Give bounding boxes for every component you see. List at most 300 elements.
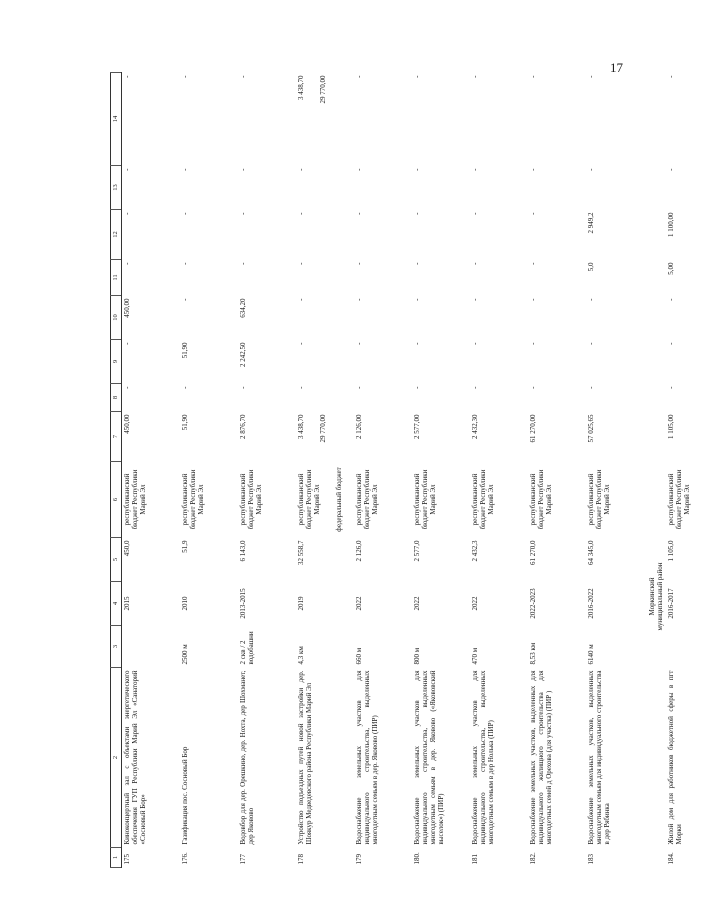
cell-c8: - (666, 386, 675, 389)
cell-col-8 (296, 384, 354, 412)
cell-col-2 (122, 668, 180, 848)
cell-col-11 (354, 260, 412, 296)
cell-col-13 (296, 166, 354, 210)
cell-c3: 8,53 км (528, 642, 537, 665)
cell-col-14 (296, 73, 354, 166)
cell-c11: - (354, 262, 363, 265)
cell-col-5 (586, 538, 644, 582)
cell-c14: - (180, 75, 189, 78)
cell-col-8 (122, 384, 180, 412)
cell-c8: - (296, 386, 305, 389)
cell-col-5 (180, 538, 238, 582)
cell-col-9 (586, 340, 644, 384)
cell-c3: 2 скв / 2 водобашни (238, 631, 255, 665)
cell-col-14 (666, 73, 724, 166)
cell-col-2 (180, 668, 238, 848)
cell-col-11 (238, 260, 296, 296)
cell-col-2 (470, 668, 528, 848)
cell-col-13 (180, 166, 238, 210)
cell-col-5 (412, 538, 470, 582)
cell-col-7 (238, 412, 296, 462)
cell-c5: 51,9 (180, 540, 189, 553)
cell-col-9 (180, 340, 238, 384)
cell-col-4 (238, 582, 296, 626)
cell-c8: - (528, 386, 537, 389)
cell-col-6 (180, 462, 238, 538)
cell-name: Водовбор для дер. Орешкино, дер. Нохта, дер Шохманет, дер Яковово (238, 670, 255, 845)
column-number-row (111, 73, 122, 868)
cell-col-10 (354, 296, 412, 340)
page-number: 17 (610, 60, 623, 75)
cell-col-11 (122, 260, 180, 296)
cell-c9: - (412, 342, 421, 345)
cell-col-14 (528, 73, 586, 166)
column-header-5: 5 (111, 538, 122, 582)
cell-c8: - (123, 386, 131, 389)
cell-c12: - (412, 212, 421, 215)
cell-col-5 (354, 538, 412, 582)
cell-col-13 (122, 166, 180, 210)
cell-col-10 (122, 296, 180, 340)
column-header-4: 4 (111, 582, 122, 626)
column-header-12: 12 (111, 210, 122, 260)
cell-col-11 (528, 260, 586, 296)
cell-c6: республиканский бюджет Республики Марий Эл (238, 469, 263, 530)
cell-col-11 (586, 260, 644, 296)
cell-col-13 (470, 166, 528, 210)
cell-col-6 (354, 462, 412, 538)
cell-col-4 (528, 582, 586, 626)
cell-col-13 (586, 166, 644, 210)
investment-table (110, 72, 724, 868)
cell-c8: - (180, 386, 189, 389)
cell-c6: республиканский бюджет Республики Марий Эл (586, 469, 611, 530)
cell-c9: - (666, 342, 675, 345)
cell-c7-second: 29 770,00 (318, 414, 327, 443)
cell-c9: - (470, 342, 479, 345)
table-row (528, 73, 586, 868)
cell-col-11 (470, 260, 528, 296)
table-row (470, 73, 528, 868)
cell-num: 182. (528, 852, 537, 865)
cell-num: 184. (666, 852, 675, 865)
cell-c10: - (354, 298, 363, 301)
cell-col-10 (470, 296, 528, 340)
cell-col-12 (666, 210, 724, 260)
cell-c4: 2016-2022 (586, 588, 595, 619)
cell-c13: - (528, 168, 537, 171)
cell-c5: 1 105,0 (666, 540, 675, 562)
cell-c6: республиканский бюджет Республики Марий Эл (666, 469, 691, 530)
cell-col-2 (354, 668, 412, 848)
cell-c5: 2 577,0 (412, 540, 421, 562)
cell-col-1 (354, 848, 412, 868)
column-header-10: 10 (111, 296, 122, 340)
cell-c10: - (296, 298, 305, 301)
cell-c9: - (123, 342, 131, 345)
cell-c7: 2 577,00 (412, 414, 421, 439)
cell-col-4 (666, 582, 724, 626)
cell-c10: - (528, 298, 537, 301)
cell-col-3 (354, 626, 412, 668)
cell-c11: - (180, 262, 189, 265)
cell-c9: - (586, 342, 595, 345)
cell-col-5 (666, 538, 724, 582)
cell-name: Жилой дом для работников бюджетной сферы в пгт Морки (666, 670, 683, 845)
cell-num: 176. (180, 852, 189, 865)
table-row (122, 73, 180, 868)
column-header-8: 8 (111, 384, 122, 412)
cell-col-13 (528, 166, 586, 210)
cell-c12: 1 100,00 (666, 212, 675, 237)
table-row (180, 73, 238, 868)
cell-col-4 (586, 582, 644, 626)
cell-col-14 (180, 73, 238, 166)
cell-c8: - (354, 386, 363, 389)
cell-col-12 (180, 210, 238, 260)
cell-name: Водоснабжение земельных участков для индивидуального строительства, выделенных многодетным семьям в дер. Яковово («Якововский выселок») (ПИР) (412, 670, 445, 845)
cell-col-7 (586, 412, 644, 462)
cell-name: Водоснабжение земельных участков для индивидуального строительства, выделенных многодетным семьям в дер Нолька (ПИР) (470, 670, 495, 845)
cell-c10: 634,20 (238, 298, 247, 318)
cell-col-2 (238, 668, 296, 848)
cell-c13: - (238, 168, 247, 171)
cell-col-2 (412, 668, 470, 848)
cell-c11: - (412, 262, 421, 265)
cell-c7: 1 105,00 (666, 414, 675, 439)
cell-col-7 (470, 412, 528, 462)
cell-c14: - (354, 75, 363, 78)
cell-col-4 (296, 582, 354, 626)
column-header-14: 14 (111, 73, 122, 166)
column-header-1: 1 (111, 848, 122, 868)
table-row (666, 73, 724, 868)
cell-c7: 2 876,70 (238, 414, 247, 439)
cell-c13: - (586, 168, 595, 171)
cell-col-7 (666, 412, 724, 462)
cell-col-6 (528, 462, 586, 538)
cell-col-1 (528, 848, 586, 868)
cell-c4: 2022 (412, 596, 421, 611)
column-header-2: 2 (111, 668, 122, 848)
cell-col-11 (666, 260, 724, 296)
cell-c14: 3 438,70 (296, 75, 305, 100)
cell-c5: 2 432,3 (470, 540, 479, 562)
cell-c12: - (180, 212, 189, 215)
cell-col-14 (354, 73, 412, 166)
cell-c7: 51,90 (180, 414, 189, 431)
cell-col-12 (354, 210, 412, 260)
cell-col-4 (412, 582, 470, 626)
column-header-13: 13 (111, 166, 122, 210)
cell-c11: - (528, 262, 537, 265)
cell-c3: 2500 м (180, 644, 189, 665)
cell-c9: 51,90 (180, 342, 189, 359)
cell-c7: 3 438,70 (296, 414, 305, 439)
cell-col-9 (470, 340, 528, 384)
cell-col-10 (528, 296, 586, 340)
cell-col-10 (296, 296, 354, 340)
cell-c7: 61 270,00 (528, 414, 537, 443)
cell-c6: республиканский бюджет Республики Марий Эл (123, 469, 147, 530)
cell-col-8 (586, 384, 644, 412)
column-header-9: 9 (111, 340, 122, 384)
cell-c4: 2022 (354, 596, 363, 611)
cell-c4: 2016-2017 (666, 588, 675, 619)
cell-col-4 (180, 582, 238, 626)
cell-c12: 2 949,2 (586, 212, 595, 234)
cell-col-11 (296, 260, 354, 296)
cell-c3: 4,3 км (296, 646, 305, 665)
cell-c13: - (412, 168, 421, 171)
cell-col-10 (180, 296, 238, 340)
cell-c9: 2 242,50 (238, 342, 247, 367)
cell-c11: - (123, 262, 131, 265)
cell-c13: - (180, 168, 189, 171)
cell-col-6 (296, 462, 354, 538)
cell-col-12 (296, 210, 354, 260)
cell-col-12 (528, 210, 586, 260)
cell-c6: республиканский бюджет Республики Марий Эл (180, 469, 205, 530)
cell-col-1 (122, 848, 180, 868)
cell-num: 181 (470, 854, 479, 865)
cell-col-8 (180, 384, 238, 412)
cell-col-10 (586, 296, 644, 340)
cell-c8: - (238, 386, 247, 389)
cell-c13: - (123, 168, 131, 171)
cell-c8: - (586, 386, 595, 389)
cell-c11: - (470, 262, 479, 265)
cell-c9: - (528, 342, 537, 345)
cell-col-5 (122, 538, 180, 582)
cell-col-9 (666, 340, 724, 384)
cell-num: 180. (412, 852, 421, 865)
cell-col-5 (528, 538, 586, 582)
cell-c6: республиканский бюджет Республики Марий Эл (470, 469, 495, 530)
cell-c12: - (238, 212, 247, 215)
cell-c14: - (238, 75, 247, 78)
cell-c6: республиканский бюджет Республики Марий Эл (296, 469, 321, 530)
cell-c4: 2015 (123, 596, 131, 611)
cell-c3: 800 м (412, 647, 421, 665)
cell-c4: 2013-2015 (238, 588, 247, 619)
cell-col-3 (180, 626, 238, 668)
cell-c10: 450,00 (123, 298, 131, 318)
cell-col-14 (412, 73, 470, 166)
district-row (644, 73, 666, 868)
cell-c14: - (470, 75, 479, 78)
cell-c4: 2019 (296, 596, 305, 611)
cell-c11: 5,00 (666, 262, 675, 275)
cell-col-6 (586, 462, 644, 538)
cell-col-4 (470, 582, 528, 626)
cell-c7: 57 025,65 (586, 414, 595, 443)
cell-c14: - (528, 75, 537, 78)
cell-col-4 (122, 582, 180, 626)
cell-col-14 (470, 73, 528, 166)
cell-c5: 61 270,0 (528, 540, 537, 565)
cell-col-4 (354, 582, 412, 626)
cell-num: 177 (238, 854, 247, 865)
cell-col-7 (180, 412, 238, 462)
cell-c8: - (470, 386, 479, 389)
cell-c14: - (666, 75, 675, 78)
cell-col-12 (412, 210, 470, 260)
cell-c13: - (666, 168, 675, 171)
cell-col-1 (586, 848, 644, 868)
cell-num: 175 (123, 854, 131, 865)
cell-col-1 (470, 848, 528, 868)
cell-col-7 (354, 412, 412, 462)
cell-col-11 (180, 260, 238, 296)
cell-col-12 (122, 210, 180, 260)
cell-name: Водоснабжение земельных участков, выделенных для индивидуального жилищного строительства для многодетных семей д Орехова (для участка) (ПИР ) (528, 670, 553, 845)
cell-c10: - (470, 298, 479, 301)
cell-col-6 (666, 462, 724, 538)
cell-col-2 (528, 668, 586, 848)
cell-c14: - (123, 75, 131, 78)
cell-c7: 2 432,30 (470, 414, 479, 439)
cell-c12: - (354, 212, 363, 215)
cell-c6-second: федеральный бюджет (334, 467, 343, 532)
cell-col-8 (470, 384, 528, 412)
cell-c11: - (238, 262, 247, 265)
cell-c5: 32 558,7 (296, 540, 305, 565)
district-heading: Моркинский муниципальный район (647, 562, 664, 631)
cell-col-1 (238, 848, 296, 868)
column-header-3: 3 (111, 626, 122, 668)
cell-c10: - (180, 298, 189, 301)
cell-col-10 (666, 296, 724, 340)
cell-col-1 (412, 848, 470, 868)
cell-col-8 (528, 384, 586, 412)
cell-c9: - (296, 342, 305, 345)
cell-col-3 (470, 626, 528, 668)
table-body (122, 73, 724, 868)
cell-c14: - (586, 75, 595, 78)
cell-name: Водоснабжение земельных участков, выделенных многодетным семьям для индивидуального строительства в дер Рябинка (586, 670, 611, 845)
cell-name: Устройство подъездных путей новой застройки дер. Шоякур Медведевского района Республики Марий Эл (296, 670, 313, 845)
cell-col-8 (238, 384, 296, 412)
table-row (412, 73, 470, 868)
cell-col-3 (666, 626, 724, 668)
cell-col-12 (586, 210, 644, 260)
cell-c5: 450,0 (123, 540, 131, 557)
cell-c12: - (528, 212, 537, 215)
cell-c6: республиканский бюджет Республики Марий Эл (528, 469, 553, 530)
cell-col-9 (296, 340, 354, 384)
cell-col-2 (586, 668, 644, 848)
cell-c10: - (586, 298, 595, 301)
cell-col-9 (354, 340, 412, 384)
cell-col-1 (296, 848, 354, 868)
cell-col-8 (412, 384, 470, 412)
cell-col-9 (412, 340, 470, 384)
cell-col-7 (412, 412, 470, 462)
cell-c3: 6140 м (586, 644, 595, 665)
cell-col-13 (666, 166, 724, 210)
cell-c4: 2010 (180, 596, 189, 611)
cell-c4: 2022-2023 (528, 588, 537, 619)
cell-c14: - (412, 75, 421, 78)
cell-c3: 660 м (354, 647, 363, 665)
cell-col-3 (296, 626, 354, 668)
cell-col-1 (180, 848, 238, 868)
cell-col-6 (470, 462, 528, 538)
cell-num: 183 (586, 854, 595, 865)
cell-c6: республиканский бюджет Республики Марий Эл (412, 469, 437, 530)
cell-col-1 (666, 848, 724, 868)
cell-col-9 (122, 340, 180, 384)
table-row (354, 73, 412, 868)
cell-col-3 (122, 626, 180, 668)
cell-col-9 (238, 340, 296, 384)
rotated-table-container (110, 73, 691, 868)
cell-col-7 (296, 412, 354, 462)
table-row (586, 73, 644, 868)
cell-col-7 (122, 412, 180, 462)
cell-c5: 64 345,0 (586, 540, 595, 565)
cell-name: Водоснабжение земельных участков для индивидуального строительства, выделенных многодетным семьям в дер. Яковово (ПИР) (354, 670, 379, 845)
cell-col-5 (238, 538, 296, 582)
cell-c9: - (354, 342, 363, 345)
cell-col-10 (238, 296, 296, 340)
cell-c11: 5,0 (586, 262, 595, 272)
cell-c7: 2 126,00 (354, 414, 363, 439)
cell-col-13 (238, 166, 296, 210)
cell-col-14 (122, 73, 180, 166)
cell-col-10 (412, 296, 470, 340)
cell-name: Киноконцертный зал с объектами энергетического обеспечения ГУП Республики Марий Эл «Санаторий «Сосновый Бор» (123, 670, 147, 845)
cell-col-13 (412, 166, 470, 210)
cell-col-6 (238, 462, 296, 538)
column-header-7: 7 (111, 412, 122, 462)
cell-c6: республиканский бюджет Республики Марий Эл (354, 469, 379, 530)
cell-col-3 (412, 626, 470, 668)
cell-col-9 (528, 340, 586, 384)
cell-col-8 (354, 384, 412, 412)
cell-c11: - (296, 262, 305, 265)
cell-c14-second: 29 770,00 (318, 75, 327, 104)
cell-col-2 (666, 668, 724, 848)
table-row (238, 73, 296, 868)
cell-col-7 (528, 412, 586, 462)
cell-col-12 (470, 210, 528, 260)
cell-c12: - (296, 212, 305, 215)
cell-col-6 (412, 462, 470, 538)
cell-col-8 (666, 384, 724, 412)
cell-c3: 470 м (470, 647, 479, 665)
cell-col-5 (470, 538, 528, 582)
table-row (296, 73, 354, 868)
cell-col-3 (528, 626, 586, 668)
column-header-11: 11 (111, 260, 122, 296)
cell-col-11 (412, 260, 470, 296)
cell-c10: - (666, 298, 675, 301)
cell-num: 179 (354, 854, 363, 865)
cell-c12: - (470, 212, 479, 215)
cell-col-2 (296, 668, 354, 848)
cell-c5: 2 126,0 (354, 540, 363, 562)
cell-c13: - (354, 168, 363, 171)
cell-c5: 6 143,0 (238, 540, 247, 562)
cell-col-12 (238, 210, 296, 260)
cell-name: Газификация пос. Сосновый Бор (180, 746, 189, 845)
cell-c4: 2022 (470, 596, 479, 611)
cell-col-3 (238, 626, 296, 668)
cell-c10: - (412, 298, 421, 301)
cell-col-5 (296, 538, 354, 582)
